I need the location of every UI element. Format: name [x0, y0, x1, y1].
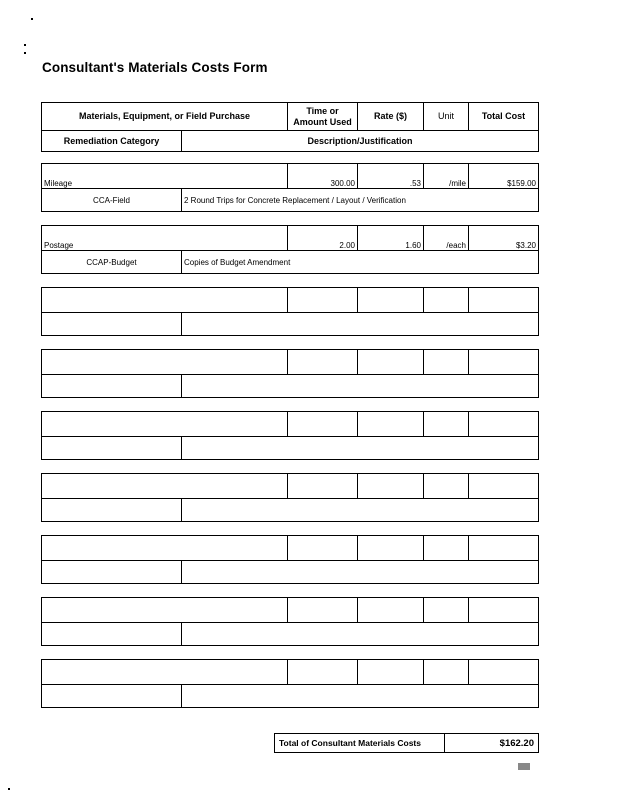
entry-desc-row [41, 498, 539, 522]
entry-amount[interactable] [288, 598, 358, 623]
entry-category[interactable]: CCA-Field [42, 189, 182, 212]
entry-rate[interactable] [358, 474, 424, 499]
entry-cost-row [41, 287, 539, 313]
entry-total[interactable] [469, 288, 539, 313]
entry-cost-row [41, 535, 539, 561]
entry-total[interactable]: $3.20 [469, 226, 539, 251]
entry-category[interactable] [42, 375, 182, 398]
entry-item[interactable] [42, 474, 288, 499]
entry-desc-row [41, 374, 539, 398]
entry-description[interactable] [182, 499, 539, 522]
entry-unit[interactable] [424, 660, 469, 685]
entry-desc-row [41, 312, 539, 336]
entry-cost-row [41, 225, 539, 251]
entry-description[interactable] [182, 685, 539, 708]
entry-category[interactable] [42, 561, 182, 584]
entry-unit[interactable] [424, 412, 469, 437]
header-table-2 [41, 130, 539, 152]
entry-cost-row [41, 163, 539, 189]
entry-item[interactable] [42, 412, 288, 437]
entry-category[interactable]: CCAP-Budget [42, 251, 182, 274]
entry-rate[interactable]: 1.60 [358, 226, 424, 251]
entry-total[interactable] [469, 598, 539, 623]
entry-rate[interactable] [358, 350, 424, 375]
entry-desc-row [41, 188, 539, 212]
scan-speck [24, 52, 26, 54]
entry-total[interactable] [469, 660, 539, 685]
header-materials: Materials, Equipment, or Field Purchase [42, 103, 288, 131]
entry-item[interactable] [42, 536, 288, 561]
entry-unit[interactable] [424, 598, 469, 623]
total-summary [274, 733, 539, 753]
entry-amount[interactable]: 2.00 [288, 226, 358, 251]
entry-amount[interactable] [288, 536, 358, 561]
entry-amount[interactable] [288, 660, 358, 685]
entry-category[interactable] [42, 313, 182, 336]
entry-description[interactable]: Copies of Budget Amendment [182, 251, 539, 274]
entry-desc-row [41, 436, 539, 460]
total-value: $162.20 [445, 734, 539, 753]
entry-total[interactable] [469, 536, 539, 561]
total-label: Total of Consultant Materials Costs [275, 734, 445, 753]
entry-amount[interactable] [288, 474, 358, 499]
entry-cost-row [41, 411, 539, 437]
entry-unit[interactable]: /mile [424, 164, 469, 189]
entry-description[interactable] [182, 623, 539, 646]
entry-item[interactable]: Postage [42, 226, 288, 251]
entry-category[interactable] [42, 499, 182, 522]
entry-description[interactable]: 2 Round Trips for Concrete Replacement / Layout / Verification [182, 189, 539, 212]
entry-cost-row [41, 659, 539, 685]
header-rate: Rate ($) [358, 103, 424, 131]
entry-description[interactable] [182, 375, 539, 398]
entry-desc-row [41, 684, 539, 708]
entry-category[interactable] [42, 685, 182, 708]
entry-cost-row [41, 473, 539, 499]
entry-total[interactable]: $159.00 [469, 164, 539, 189]
entry-description[interactable] [182, 437, 539, 460]
scan-speck [24, 44, 26, 46]
entry-rate[interactable] [358, 412, 424, 437]
entry-cost-row [41, 597, 539, 623]
entry-item[interactable] [42, 288, 288, 313]
header-total: Total Cost [469, 103, 539, 131]
entry-rate[interactable]: .53 [358, 164, 424, 189]
entry-item[interactable] [42, 598, 288, 623]
entry-category[interactable] [42, 623, 182, 646]
entry-cost-row [41, 349, 539, 375]
header-table [41, 102, 539, 131]
entry-amount[interactable] [288, 350, 358, 375]
entry-rate[interactable] [358, 288, 424, 313]
entry-unit[interactable]: /each [424, 226, 469, 251]
form-title: Consultant's Materials Costs Form [42, 60, 268, 75]
entry-item[interactable] [42, 660, 288, 685]
entry-item[interactable]: Mileage [42, 164, 288, 189]
entry-description[interactable] [182, 313, 539, 336]
header-unit: Unit [424, 103, 469, 131]
entry-item[interactable] [42, 350, 288, 375]
entry-desc-row [41, 560, 539, 584]
entry-amount[interactable]: 300.00 [288, 164, 358, 189]
header-category: Remediation Category [42, 131, 182, 152]
entry-desc-row [41, 250, 539, 274]
entry-total[interactable] [469, 412, 539, 437]
entry-rate[interactable] [358, 598, 424, 623]
entry-unit[interactable] [424, 474, 469, 499]
header-description: Description/Justification [182, 131, 539, 152]
entry-amount[interactable] [288, 412, 358, 437]
entry-description[interactable] [182, 561, 539, 584]
entry-amount[interactable] [288, 288, 358, 313]
scan-speck [8, 788, 10, 790]
entry-rate[interactable] [358, 660, 424, 685]
header-time: Time or Amount Used [288, 103, 358, 131]
page-stamp [518, 763, 530, 770]
scan-speck [31, 18, 33, 20]
entry-category[interactable] [42, 437, 182, 460]
entry-desc-row [41, 622, 539, 646]
entry-total[interactable] [469, 474, 539, 499]
entry-total[interactable] [469, 350, 539, 375]
entry-unit[interactable] [424, 288, 469, 313]
entry-unit[interactable] [424, 350, 469, 375]
entry-rate[interactable] [358, 536, 424, 561]
entry-unit[interactable] [424, 536, 469, 561]
